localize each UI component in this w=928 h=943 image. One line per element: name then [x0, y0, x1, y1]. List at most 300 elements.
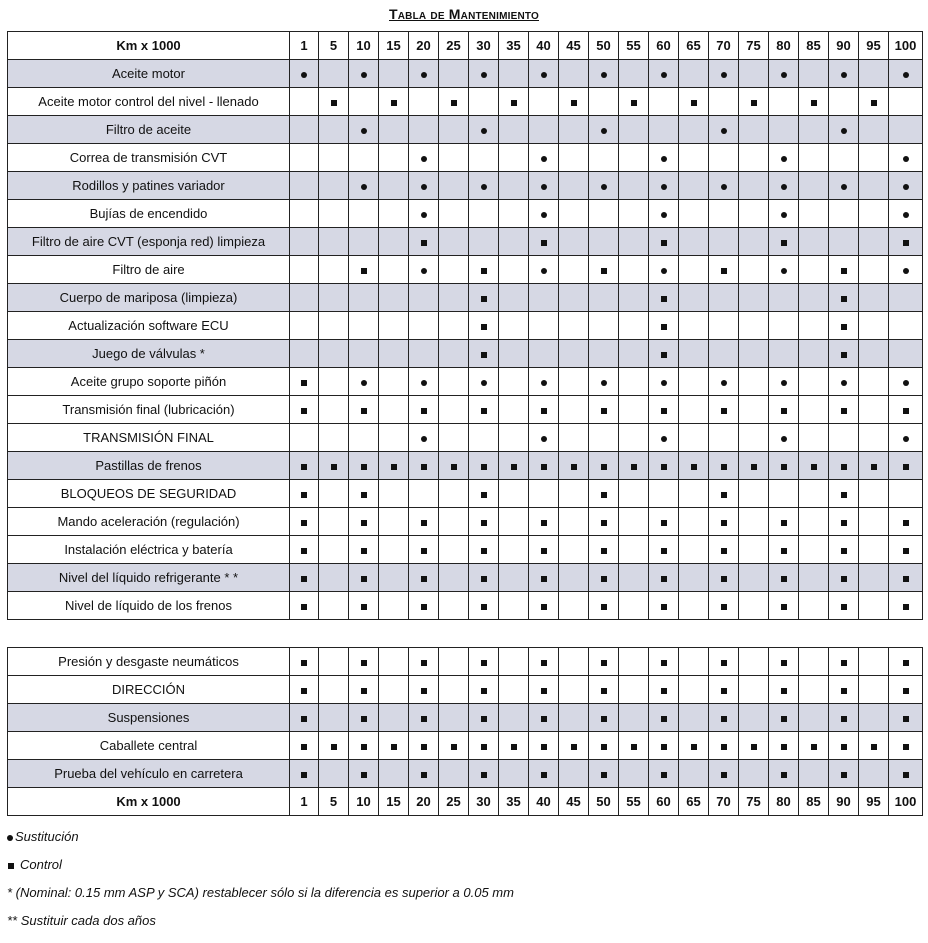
mark-cell [409, 368, 439, 396]
mark-cell [290, 88, 319, 116]
km-column-header: 40 [529, 788, 559, 816]
square-icon [841, 352, 847, 358]
square-icon [661, 240, 667, 246]
mark-cell [409, 508, 439, 536]
mark-cell [619, 760, 649, 788]
mark-cell [739, 228, 769, 256]
mark-cell [349, 256, 379, 284]
mark-cell [469, 760, 499, 788]
table-row [8, 704, 923, 732]
km-column-header: 25 [439, 788, 469, 816]
table-row [8, 732, 923, 760]
mark-cell [679, 760, 709, 788]
mark-cell [319, 508, 349, 536]
mark-cell [499, 648, 529, 676]
dot-icon [661, 156, 667, 162]
mark-cell [379, 256, 409, 284]
mark-cell [859, 368, 889, 396]
mark-cell [889, 732, 923, 760]
dot-icon [361, 72, 367, 78]
km-column-header: 65 [679, 32, 709, 60]
mark-cell [649, 704, 679, 732]
square-icon [331, 744, 337, 750]
mark-cell [349, 760, 379, 788]
mark-cell [619, 704, 649, 732]
square-icon [781, 688, 787, 694]
dot-icon [661, 72, 667, 78]
square-icon [361, 464, 367, 470]
dot-icon [361, 184, 367, 190]
mark-cell [619, 648, 649, 676]
mark-cell [319, 648, 349, 676]
mark-cell [559, 424, 589, 452]
mark-cell [290, 704, 319, 732]
mark-cell [290, 732, 319, 760]
mark-cell [679, 648, 709, 676]
mark-cell [290, 144, 319, 172]
square-icon [841, 492, 847, 498]
table-row [8, 480, 923, 508]
mark-cell [409, 396, 439, 424]
square-icon [841, 464, 847, 470]
mark-cell [439, 536, 469, 564]
mark-cell [739, 508, 769, 536]
mark-cell [799, 508, 829, 536]
mark-cell [619, 312, 649, 340]
mark-cell [739, 648, 769, 676]
square-icon [361, 744, 367, 750]
mark-cell [319, 452, 349, 480]
square-icon [841, 324, 847, 330]
legend [7, 827, 514, 939]
mark-cell [499, 312, 529, 340]
mark-cell [829, 228, 859, 256]
mark-cell [829, 60, 859, 88]
square-icon [601, 772, 607, 778]
mark-cell [679, 60, 709, 88]
mark-cell [469, 60, 499, 88]
km-column-header: 60 [649, 788, 679, 816]
mark-cell [290, 228, 319, 256]
square-icon [541, 716, 547, 722]
mark-cell [559, 116, 589, 144]
square-icon [721, 520, 727, 526]
mark-cell [589, 704, 619, 732]
square-icon [661, 296, 667, 302]
mark-cell [499, 88, 529, 116]
square-icon [481, 688, 487, 694]
dot-icon [781, 184, 787, 190]
mark-cell [649, 284, 679, 312]
mark-cell [889, 144, 923, 172]
km-column-header: 45 [559, 32, 589, 60]
mark-cell [290, 592, 319, 620]
mark-cell [859, 144, 889, 172]
mark-cell [379, 60, 409, 88]
mark-cell [679, 480, 709, 508]
mark-cell [769, 536, 799, 564]
mark-cell [709, 536, 739, 564]
item-label: Juego de válvulas * [8, 340, 290, 368]
km-column-header: 15 [379, 788, 409, 816]
mark-cell [290, 508, 319, 536]
mark-cell [499, 564, 529, 592]
mark-cell [859, 340, 889, 368]
mark-cell [829, 144, 859, 172]
mark-cell [439, 256, 469, 284]
mark-cell [409, 648, 439, 676]
mark-cell [859, 732, 889, 760]
item-label: Filtro de aire [8, 256, 290, 284]
dot-icon [841, 128, 847, 134]
mark-cell [769, 60, 799, 88]
mark-cell [829, 396, 859, 424]
square-icon [751, 744, 757, 750]
mark-cell [439, 60, 469, 88]
mark-cell [589, 340, 619, 368]
mark-cell [559, 480, 589, 508]
mark-cell [499, 732, 529, 760]
mark-cell [859, 200, 889, 228]
mark-cell [619, 480, 649, 508]
mark-cell [709, 564, 739, 592]
square-icon [481, 548, 487, 554]
km-column-header: 80 [769, 32, 799, 60]
mark-cell [529, 88, 559, 116]
mark-cell [529, 760, 559, 788]
legend-dot-row [7, 827, 514, 855]
square-icon [841, 548, 847, 554]
mark-cell [379, 312, 409, 340]
square-icon [601, 576, 607, 582]
mark-cell [439, 424, 469, 452]
square-icon [331, 464, 337, 470]
mark-cell [739, 368, 769, 396]
square-icon [481, 744, 487, 750]
mark-cell [589, 676, 619, 704]
mark-cell [529, 592, 559, 620]
mark-cell [409, 592, 439, 620]
mark-cell [469, 116, 499, 144]
dot-icon [541, 212, 547, 218]
mark-cell [889, 508, 923, 536]
dot-icon [841, 72, 847, 78]
mark-cell [559, 368, 589, 396]
mark-cell [769, 760, 799, 788]
square-icon [871, 744, 877, 750]
km-column-header: 20 [409, 32, 439, 60]
mark-cell [769, 256, 799, 284]
square-icon [631, 464, 637, 470]
km-column-header: 50 [589, 788, 619, 816]
square-icon [511, 100, 517, 106]
square-icon [781, 408, 787, 414]
square-icon [691, 464, 697, 470]
mark-cell [319, 284, 349, 312]
mark-cell [319, 116, 349, 144]
mark-cell [769, 200, 799, 228]
square-icon [421, 660, 427, 666]
mark-cell [679, 200, 709, 228]
mark-cell [619, 396, 649, 424]
mark-cell [799, 88, 829, 116]
mark-cell [439, 648, 469, 676]
table-row [8, 340, 923, 368]
mark-cell [409, 60, 439, 88]
mark-cell [349, 480, 379, 508]
mark-cell [619, 60, 649, 88]
mark-cell [679, 172, 709, 200]
mark-cell [649, 760, 679, 788]
square-icon [841, 772, 847, 778]
mark-cell [559, 732, 589, 760]
km-column-header: 100 [889, 788, 923, 816]
mark-cell [290, 60, 319, 88]
square-icon [301, 380, 307, 386]
mark-cell [829, 116, 859, 144]
square-icon [601, 548, 607, 554]
mark-cell [649, 256, 679, 284]
square-icon [841, 688, 847, 694]
mark-cell [529, 284, 559, 312]
mark-cell [589, 760, 619, 788]
mark-cell [799, 60, 829, 88]
mark-cell [290, 200, 319, 228]
dot-icon [661, 184, 667, 190]
mark-cell [349, 508, 379, 536]
dot-icon [903, 268, 909, 274]
km-column-header: 10 [349, 32, 379, 60]
mark-cell [379, 760, 409, 788]
square-icon [661, 408, 667, 414]
mark-cell [439, 144, 469, 172]
mark-cell [799, 452, 829, 480]
square-icon [751, 100, 757, 106]
square-icon [421, 464, 427, 470]
square-icon [721, 464, 727, 470]
square-icon [541, 772, 547, 778]
mark-cell [469, 480, 499, 508]
km-column-header: 80 [769, 788, 799, 816]
mark-cell [559, 452, 589, 480]
mark-cell [349, 452, 379, 480]
mark-cell [649, 144, 679, 172]
dot-icon [421, 184, 427, 190]
mark-cell [739, 592, 769, 620]
mark-cell [499, 760, 529, 788]
mark-cell [739, 116, 769, 144]
mark-cell [829, 592, 859, 620]
km-column-header: 90 [829, 788, 859, 816]
mark-cell [589, 480, 619, 508]
mark-cell [439, 592, 469, 620]
dot-icon [781, 72, 787, 78]
mark-cell [349, 564, 379, 592]
km-column-header: 70 [709, 32, 739, 60]
dot-icon [421, 380, 427, 386]
square-icon [841, 604, 847, 610]
table-row [8, 508, 923, 536]
mark-cell [649, 228, 679, 256]
dot-icon [361, 128, 367, 134]
square-icon [391, 744, 397, 750]
square-icon [631, 100, 637, 106]
mark-cell [319, 592, 349, 620]
square-icon [721, 660, 727, 666]
km-column-header: 95 [859, 32, 889, 60]
km-column-header: 40 [529, 32, 559, 60]
item-label: Aceite motor control del nivel - llenado [8, 88, 290, 116]
mark-cell [739, 704, 769, 732]
mark-cell [829, 368, 859, 396]
mark-cell [739, 396, 769, 424]
mark-cell [739, 676, 769, 704]
km-column-header: 90 [829, 32, 859, 60]
square-icon [361, 268, 367, 274]
mark-cell [559, 284, 589, 312]
mark-cell [889, 312, 923, 340]
table-row [8, 424, 923, 452]
dot-icon [601, 380, 607, 386]
table-row [8, 564, 923, 592]
mark-cell [319, 312, 349, 340]
mark-cell [529, 228, 559, 256]
mark-cell [589, 508, 619, 536]
dot-icon [903, 436, 909, 442]
mark-cell [439, 760, 469, 788]
mark-cell [469, 200, 499, 228]
mark-cell [739, 88, 769, 116]
mark-cell [499, 172, 529, 200]
mark-cell [559, 88, 589, 116]
square-icon [301, 548, 307, 554]
mark-cell [619, 564, 649, 592]
square-icon [903, 520, 909, 526]
mark-cell [409, 200, 439, 228]
mark-cell [709, 676, 739, 704]
dot-icon [781, 436, 787, 442]
mark-cell [649, 676, 679, 704]
header-row-top [8, 32, 923, 60]
square-icon [721, 268, 727, 274]
mark-cell [769, 508, 799, 536]
mark-cell [859, 704, 889, 732]
mark-cell [889, 648, 923, 676]
mark-cell [739, 760, 769, 788]
mark-cell [439, 228, 469, 256]
mark-cell [379, 284, 409, 312]
mark-cell [859, 760, 889, 788]
mark-cell [769, 452, 799, 480]
mark-cell [559, 228, 589, 256]
mark-cell [469, 536, 499, 564]
square-icon [481, 660, 487, 666]
mark-cell [529, 256, 559, 284]
mark-cell [649, 564, 679, 592]
mark-cell [859, 648, 889, 676]
square-icon [811, 464, 817, 470]
square-icon [541, 604, 547, 610]
square-icon [601, 268, 607, 274]
mark-cell [589, 60, 619, 88]
mark-cell [529, 368, 559, 396]
mark-cell [499, 200, 529, 228]
table-row [8, 760, 923, 788]
mark-cell [439, 116, 469, 144]
dot-icon [541, 72, 547, 78]
mark-cell [290, 340, 319, 368]
item-label: Mando aceleración (regulación) [8, 508, 290, 536]
table-row [8, 648, 923, 676]
square-icon [601, 744, 607, 750]
mark-cell [799, 144, 829, 172]
mark-cell [859, 424, 889, 452]
square-icon [721, 548, 727, 554]
mark-cell [889, 340, 923, 368]
mark-cell [769, 480, 799, 508]
table-row [8, 144, 923, 172]
mark-cell [889, 368, 923, 396]
mark-cell [349, 368, 379, 396]
mark-cell [409, 704, 439, 732]
square-icon [541, 240, 547, 246]
mark-cell [469, 284, 499, 312]
mark-cell [559, 508, 589, 536]
mark-cell [649, 116, 679, 144]
item-label: Bujías de encendido [8, 200, 290, 228]
dot-icon [721, 72, 727, 78]
mark-cell [739, 536, 769, 564]
mark-cell [559, 648, 589, 676]
mark-cell [769, 396, 799, 424]
mark-cell [349, 340, 379, 368]
mark-cell [409, 760, 439, 788]
mark-cell [379, 88, 409, 116]
mark-cell [829, 536, 859, 564]
mark-cell [499, 256, 529, 284]
mark-cell [379, 648, 409, 676]
mark-cell [469, 648, 499, 676]
mark-cell [379, 424, 409, 452]
mark-cell [829, 340, 859, 368]
square-icon [903, 688, 909, 694]
mark-cell [739, 564, 769, 592]
mark-cell [559, 312, 589, 340]
mark-cell [349, 116, 379, 144]
mark-cell [469, 676, 499, 704]
square-icon [661, 520, 667, 526]
mark-cell [559, 536, 589, 564]
mark-cell [739, 284, 769, 312]
km-column-header: 25 [439, 32, 469, 60]
mark-cell [619, 732, 649, 760]
mark-cell [739, 172, 769, 200]
mark-cell [619, 256, 649, 284]
square-icon [421, 548, 427, 554]
mark-cell [649, 508, 679, 536]
mark-cell [769, 676, 799, 704]
dot-icon [661, 436, 667, 442]
square-icon [571, 100, 577, 106]
square-icon [781, 576, 787, 582]
mark-cell [709, 60, 739, 88]
mark-cell [799, 676, 829, 704]
mark-cell [559, 256, 589, 284]
mark-cell [709, 256, 739, 284]
mark-cell [469, 592, 499, 620]
item-label: Transmisión final (lubricación) [8, 396, 290, 424]
km-column-header: 1 [290, 32, 319, 60]
